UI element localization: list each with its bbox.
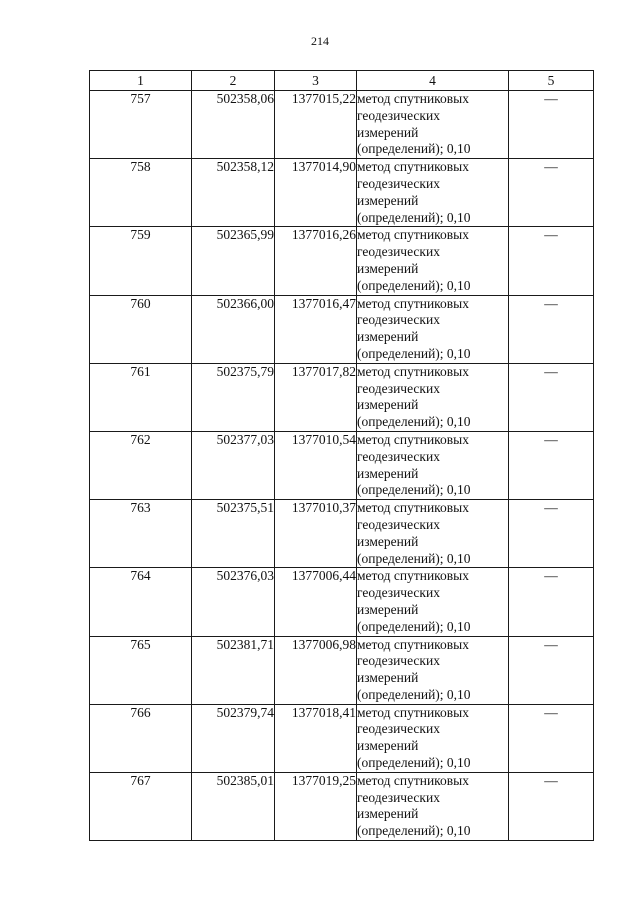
y-coordinate-cell: 1377017,82 — [275, 363, 357, 431]
note-cell: — — [509, 227, 594, 295]
method-line: измерений — [357, 670, 419, 686]
x-coordinate-cell: 502365,99 — [192, 227, 275, 295]
method-line: геодезических — [357, 721, 440, 737]
method-line: (определений); 0,10 — [357, 755, 471, 771]
note-cell: — — [509, 91, 594, 159]
method-line: метод спутниковых — [357, 568, 469, 584]
note-cell: — — [509, 431, 594, 499]
method-line: метод спутниковых — [357, 363, 469, 379]
x-coordinate-cell: 502375,79 — [192, 363, 275, 431]
y-coordinate-cell: 1377010,54 — [275, 431, 357, 499]
method-cell — [357, 704, 509, 772]
table-row — [90, 227, 594, 295]
x-coordinate-cell: 502381,71 — [192, 636, 275, 704]
x-coordinate-cell: 502358,12 — [192, 159, 275, 227]
column-header-4: 4 — [357, 71, 509, 91]
method-line: измерений — [357, 124, 419, 140]
method-line: (определений); 0,10 — [357, 550, 471, 566]
table-row — [90, 91, 594, 159]
method-line: метод спутниковых — [357, 704, 469, 720]
point-number-cell: 759 — [90, 227, 192, 295]
method-line: измерений — [357, 738, 419, 754]
x-coordinate-cell: 502377,03 — [192, 431, 275, 499]
point-number-cell: 763 — [90, 500, 192, 568]
method-line: геодезических — [357, 585, 440, 601]
y-coordinate-cell: 1377006,98 — [275, 636, 357, 704]
table-row — [90, 431, 594, 499]
method-line: (определений); 0,10 — [357, 277, 471, 293]
x-coordinate-cell: 502358,06 — [192, 91, 275, 159]
table-row — [90, 636, 594, 704]
method-line: метод спутниковых — [357, 227, 469, 243]
table-row — [90, 500, 594, 568]
x-coordinate-cell: 502379,74 — [192, 704, 275, 772]
method-line: геодезических — [357, 107, 440, 123]
method-line: измерений — [357, 260, 419, 276]
method-line: метод спутниковых — [357, 431, 469, 447]
method-cell — [357, 159, 509, 227]
table-row — [90, 772, 594, 840]
method-line: геодезических — [357, 312, 440, 328]
x-coordinate-cell: 502385,01 — [192, 772, 275, 840]
method-cell — [357, 636, 509, 704]
method-line: (определений); 0,10 — [357, 618, 471, 634]
method-line: геодезических — [357, 789, 440, 805]
y-coordinate-cell: 1377014,90 — [275, 159, 357, 227]
y-coordinate-cell: 1377019,25 — [275, 772, 357, 840]
method-line: (определений); 0,10 — [357, 823, 471, 839]
method-cell — [357, 500, 509, 568]
method-line: метод спутниковых — [357, 636, 469, 652]
method-cell — [357, 227, 509, 295]
point-number-cell: 761 — [90, 363, 192, 431]
note-cell: — — [509, 363, 594, 431]
method-line: (определений); 0,10 — [357, 345, 471, 361]
note-cell: — — [509, 772, 594, 840]
note-cell: — — [509, 704, 594, 772]
note-cell: — — [509, 568, 594, 636]
table-row — [90, 704, 594, 772]
point-number-cell: 758 — [90, 159, 192, 227]
column-header-3: 3 — [275, 71, 357, 91]
method-line: геодезических — [357, 653, 440, 669]
note-cell: — — [509, 295, 594, 363]
y-coordinate-cell: 1377016,26 — [275, 227, 357, 295]
method-line: метод спутниковых — [357, 500, 469, 516]
page-number: 214 — [311, 34, 329, 48]
table-row — [90, 159, 594, 227]
x-coordinate-cell: 502366,00 — [192, 295, 275, 363]
point-number-cell: 766 — [90, 704, 192, 772]
method-line: метод спутниковых — [357, 91, 469, 106]
point-number-cell: 764 — [90, 568, 192, 636]
method-line: измерений — [357, 465, 419, 481]
method-line: измерений — [357, 601, 419, 617]
table-row — [90, 295, 594, 363]
note-cell: — — [509, 500, 594, 568]
x-coordinate-cell: 502375,51 — [192, 500, 275, 568]
method-line: измерений — [357, 192, 419, 208]
point-number-cell: 757 — [90, 91, 192, 159]
method-line: метод спутниковых — [357, 295, 469, 311]
table-row — [90, 568, 594, 636]
method-line: (определений); 0,10 — [357, 686, 471, 702]
method-cell — [357, 772, 509, 840]
method-line: измерений — [357, 329, 419, 345]
note-cell: — — [509, 636, 594, 704]
coordinates-table — [89, 70, 594, 841]
note-cell: — — [509, 159, 594, 227]
column-header-5: 5 — [509, 71, 594, 91]
method-cell — [357, 295, 509, 363]
point-number-cell: 767 — [90, 772, 192, 840]
method-line: (определений); 0,10 — [357, 482, 471, 498]
method-line: геодезических — [357, 175, 440, 191]
point-number-cell: 765 — [90, 636, 192, 704]
method-line: измерений — [357, 806, 419, 822]
method-line: (определений); 0,10 — [357, 414, 471, 430]
method-cell — [357, 568, 509, 636]
method-cell — [357, 91, 509, 159]
y-coordinate-cell: 1377016,47 — [275, 295, 357, 363]
method-line: (определений); 0,10 — [357, 209, 471, 225]
column-header-2: 2 — [192, 71, 275, 91]
method-cell — [357, 431, 509, 499]
table-row — [90, 363, 594, 431]
method-line: измерений — [357, 533, 419, 549]
point-number-cell: 760 — [90, 295, 192, 363]
point-number-cell: 762 — [90, 431, 192, 499]
y-coordinate-cell: 1377015,22 — [275, 91, 357, 159]
method-line: геодезических — [357, 448, 440, 464]
y-coordinate-cell: 1377018,41 — [275, 704, 357, 772]
method-line: (определений); 0,10 — [357, 141, 471, 157]
column-header-1: 1 — [90, 71, 192, 91]
method-cell — [357, 363, 509, 431]
x-coordinate-cell: 502376,03 — [192, 568, 275, 636]
method-line: измерений — [357, 397, 419, 413]
table-body — [90, 91, 594, 841]
method-line: геодезических — [357, 380, 440, 396]
method-line: метод спутниковых — [357, 772, 469, 788]
table-header-row — [90, 71, 594, 91]
method-line: геодезических — [357, 244, 440, 260]
y-coordinate-cell: 1377010,37 — [275, 500, 357, 568]
y-coordinate-cell: 1377006,44 — [275, 568, 357, 636]
method-line: метод спутниковых — [357, 159, 469, 175]
method-line: геодезических — [357, 516, 440, 532]
